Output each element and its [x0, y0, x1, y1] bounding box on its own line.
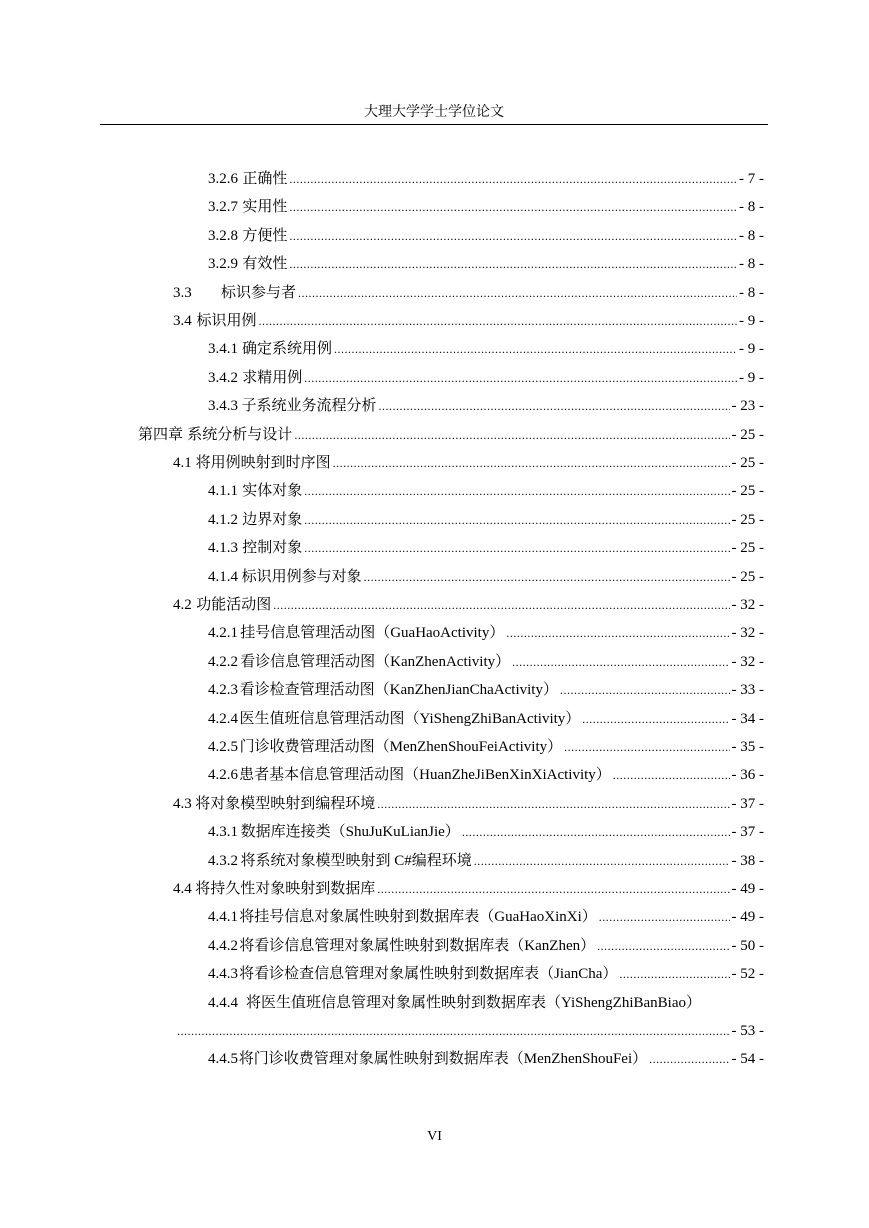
toc-entry-title: 有效性: [242, 256, 288, 272]
toc-entry-title: 确定系统用例: [241, 341, 332, 357]
toc-entry: [208, 1048, 764, 1070]
toc-entry-title: 功能活动图: [196, 597, 272, 613]
toc-entry-number: 4.2.4: [208, 711, 238, 727]
toc-entry-title: 医生值班信息管理活动图（YiShengZhiBanActivity）: [239, 711, 581, 727]
toc-entry-number: 3.3: [173, 285, 192, 301]
toc-entry: [208, 963, 764, 985]
toc-entry-page: - 8 -: [739, 199, 764, 215]
toc-dot-leader: [474, 850, 730, 872]
toc-entry: [208, 736, 764, 758]
toc-entry-title: 将用例映射到时序图: [195, 455, 331, 471]
toc-entry-number: 3.2.9: [208, 256, 238, 272]
toc-dot-leader: [289, 253, 737, 275]
toc-entry-title: 控制对象: [242, 540, 303, 556]
toc-entry-title: 实用性: [242, 199, 288, 215]
toc-entry-page: - 25 -: [731, 569, 764, 585]
toc-dot-leader: [289, 168, 737, 190]
toc-entry: [173, 282, 764, 304]
toc-dot-leader: [378, 395, 729, 417]
toc-entry: [208, 935, 764, 957]
toc-entry-number: 4.3.2: [208, 853, 238, 869]
toc-dot-leader: [304, 537, 729, 559]
toc-entry-title: 挂号信息管理活动图（GuaHaoActivity）: [240, 625, 505, 641]
toc-entry-number: 4.2.1: [208, 625, 238, 641]
toc-entry-title: 子系统业务流程分析: [241, 398, 377, 414]
running-header: 大理大学学士学位论文: [364, 105, 504, 120]
toc-entry-title: 标识参与者: [220, 285, 296, 301]
toc-entry-page: - 25 -: [731, 455, 764, 471]
toc-entry-page: - 49 -: [731, 909, 764, 925]
toc-entry-title: 将看诊检查信息管理对象属性映射到数据库表（JianCha）: [239, 966, 618, 982]
toc-entry-number: 3.4.2: [208, 370, 238, 386]
toc-entry-number: 4.1.4: [208, 569, 238, 585]
toc-dot-leader: [613, 764, 730, 786]
toc-dot-leader: [294, 424, 729, 446]
toc-dot-leader: [289, 196, 737, 218]
toc-entry-page: - 25 -: [731, 427, 764, 443]
toc-entry: [208, 708, 764, 730]
toc-entry-title: 系统分析与设计: [187, 427, 293, 443]
toc-entry-title: 数据库连接类（ShuJuKuLianJie）: [240, 824, 460, 840]
toc-entry: [208, 764, 764, 786]
toc-entry-number: 4.4: [173, 881, 192, 897]
toc-entry-page: - 33 -: [731, 682, 764, 698]
toc-entry: [208, 651, 764, 673]
toc-dot-leader: [506, 622, 729, 644]
toc-entry-number: 4.3.1: [208, 824, 238, 840]
toc-entry-page: - 9 -: [739, 341, 764, 357]
toc-entry: [208, 253, 764, 275]
toc-entry-number: 4.1: [173, 455, 192, 471]
toc-entry-number: 3.2.8: [208, 228, 238, 244]
toc-dot-leader: [512, 651, 729, 673]
toc-entry-title: 标识用例: [196, 313, 257, 329]
page-number: VI: [427, 1129, 442, 1144]
toc-entry: [173, 878, 764, 900]
toc-entry-number: 4.1.3: [208, 540, 238, 556]
toc-entry-number: 4.4.4: [208, 995, 238, 1011]
toc-entry: [208, 196, 764, 218]
toc-entry-number: 4.4.2: [208, 938, 238, 954]
toc-dot-leader: [289, 225, 737, 247]
toc-entry-title: 患者基本信息管理活动图（HuanZheJiBenXinXiActivity）: [239, 767, 611, 783]
toc-entry: [208, 992, 764, 1014]
toc-entry: [208, 509, 764, 531]
toc-entry-title: 正确性: [242, 171, 288, 187]
toc-dot-leader: [377, 793, 729, 815]
toc-entry-page: - 34 -: [731, 711, 764, 727]
toc-entry-number: 4.3: [173, 796, 192, 812]
toc-entry: [208, 679, 764, 701]
toc-entry-number: 3.4.1: [208, 341, 238, 357]
toc-entry: [208, 622, 764, 644]
toc-entry: [208, 338, 764, 360]
toc-entry-page: - 49 -: [731, 881, 764, 897]
toc-dot-leader: [304, 509, 729, 531]
toc-entry-title: 将系统对象模型映射到 C#编程环境: [240, 853, 472, 869]
toc-entry-number: 4.2.3: [208, 682, 238, 698]
toc-dot-leader: [582, 708, 729, 730]
toc-entry-page: - 35 -: [731, 739, 764, 755]
toc-entry-page: - 8 -: [739, 256, 764, 272]
toc-entry: [208, 537, 764, 559]
toc-entry-number: 3.2.6: [208, 171, 238, 187]
toc-entry: [208, 906, 764, 928]
toc-entry-title: 将对象模型映射到编程环境: [195, 796, 376, 812]
toc-entry: [175, 1020, 764, 1042]
toc-dot-leader: [273, 594, 729, 616]
toc-entry-page: - 7 -: [739, 171, 764, 187]
toc-entry-number: 3.4.3: [208, 398, 238, 414]
toc-dot-leader: [619, 963, 729, 985]
toc-entry: [138, 424, 764, 446]
toc-dot-leader: [334, 338, 737, 360]
toc-entry: [208, 480, 764, 502]
toc-entry-number: 3.2.7: [208, 199, 238, 215]
toc-entry-number: 4.2.6: [208, 767, 238, 783]
toc-entry-page: - 53 -: [731, 1023, 764, 1039]
toc-entry-number: 3.4: [173, 313, 192, 329]
toc-entry-number: 4.2: [173, 597, 192, 613]
toc-dot-leader: [564, 736, 729, 758]
toc-entry: [208, 225, 764, 247]
toc-entry-page: - 8 -: [739, 228, 764, 244]
toc-entry-page: - 37 -: [731, 796, 764, 812]
toc-entry-page: - 25 -: [731, 512, 764, 528]
toc-entry-number: 4.4.1: [208, 909, 238, 925]
toc-entry-title: 看诊检查管理活动图（KanZhenJianChaActivity）: [239, 682, 558, 698]
toc-entry-title: 方便性: [242, 228, 288, 244]
toc-dot-leader: [304, 367, 737, 389]
toc-entry-number: 4.4.5: [208, 1051, 238, 1067]
toc-entry-title: 实体对象: [242, 483, 303, 499]
toc-entry-page: - 54 -: [731, 1051, 764, 1067]
toc-entry-page: - 25 -: [731, 483, 764, 499]
toc-entry: [208, 395, 764, 417]
toc-entry-number: 4.4.3: [208, 966, 238, 982]
toc-entry-number: 4.1.1: [208, 483, 238, 499]
toc-dot-leader: [258, 310, 737, 332]
toc-dot-leader: [560, 679, 730, 701]
toc-entry-page: - 32 -: [731, 625, 764, 641]
toc-entry-page: - 32 -: [731, 597, 764, 613]
toc-entry-title: 看诊信息管理活动图（KanZhenActivity）: [240, 654, 511, 670]
toc-entry-title: 将持久性对象映射到数据库: [195, 881, 376, 897]
toc-entry-page: - 9 -: [739, 370, 764, 386]
toc-entry: [173, 793, 764, 815]
toc-entry-page: - 50 -: [731, 938, 764, 954]
toc-entry-page: - 32 -: [731, 654, 764, 670]
toc-entry-number: 4.2.5: [208, 739, 238, 755]
toc-entry-page: - 25 -: [731, 540, 764, 556]
toc-entry: [208, 367, 764, 389]
toc-entry-number: 4.1.2: [208, 512, 238, 528]
toc-entry: [173, 310, 764, 332]
toc-dot-leader: [333, 452, 730, 474]
toc-entry-number: 第四章: [138, 427, 184, 443]
toc-dot-leader: [462, 821, 730, 843]
toc-entry: [173, 594, 764, 616]
toc-entry-title: 求精用例: [242, 370, 303, 386]
toc-dot-leader: [377, 878, 729, 900]
toc-entry-title: 将医生值班信息管理对象属性映射到数据库表（YiShengZhiBanBiao）: [246, 995, 701, 1011]
toc-entry-page: - 36 -: [731, 767, 764, 783]
toc-entry: [208, 566, 764, 588]
toc-dot-leader: [649, 1048, 729, 1070]
toc-entry-title: 将看诊信息管理对象属性映射到数据库表（KanZhen）: [239, 938, 596, 954]
toc-dot-leader: [298, 282, 737, 304]
toc-entry-title: 边界对象: [242, 512, 303, 528]
toc-entry-title: 将门诊收费管理对象属性映射到数据库表（MenZhenShouFei）: [238, 1051, 648, 1067]
toc-dot-leader: [304, 480, 729, 502]
toc-entry-title: 标识用例参与对象: [241, 569, 362, 585]
toc-entry: [208, 850, 764, 872]
header-rule: [100, 124, 768, 125]
toc-entry-title: 门诊收费管理活动图（MenZhenShouFeiActivity）: [239, 739, 563, 755]
toc-entry-page: - 37 -: [731, 824, 764, 840]
toc-entry-title: 将挂号信息对象属性映射到数据库表（GuaHaoXinXi）: [239, 909, 597, 925]
toc-entry-number: 4.2.2: [208, 654, 238, 670]
toc-entry-page: - 23 -: [731, 398, 764, 414]
toc-entry-page: - 8 -: [739, 285, 764, 301]
toc-dot-leader: [599, 906, 730, 928]
toc-entry: [208, 168, 764, 190]
toc-dot-leader: [364, 566, 730, 588]
toc-entry: [208, 821, 764, 843]
toc-dot-leader: [597, 935, 729, 957]
toc-entry-page: - 9 -: [739, 313, 764, 329]
toc-entry-page: - 52 -: [731, 966, 764, 982]
toc-dot-leader: [177, 1020, 730, 1042]
toc-entry-page: - 38 -: [731, 853, 764, 869]
toc-entry: [173, 452, 764, 474]
